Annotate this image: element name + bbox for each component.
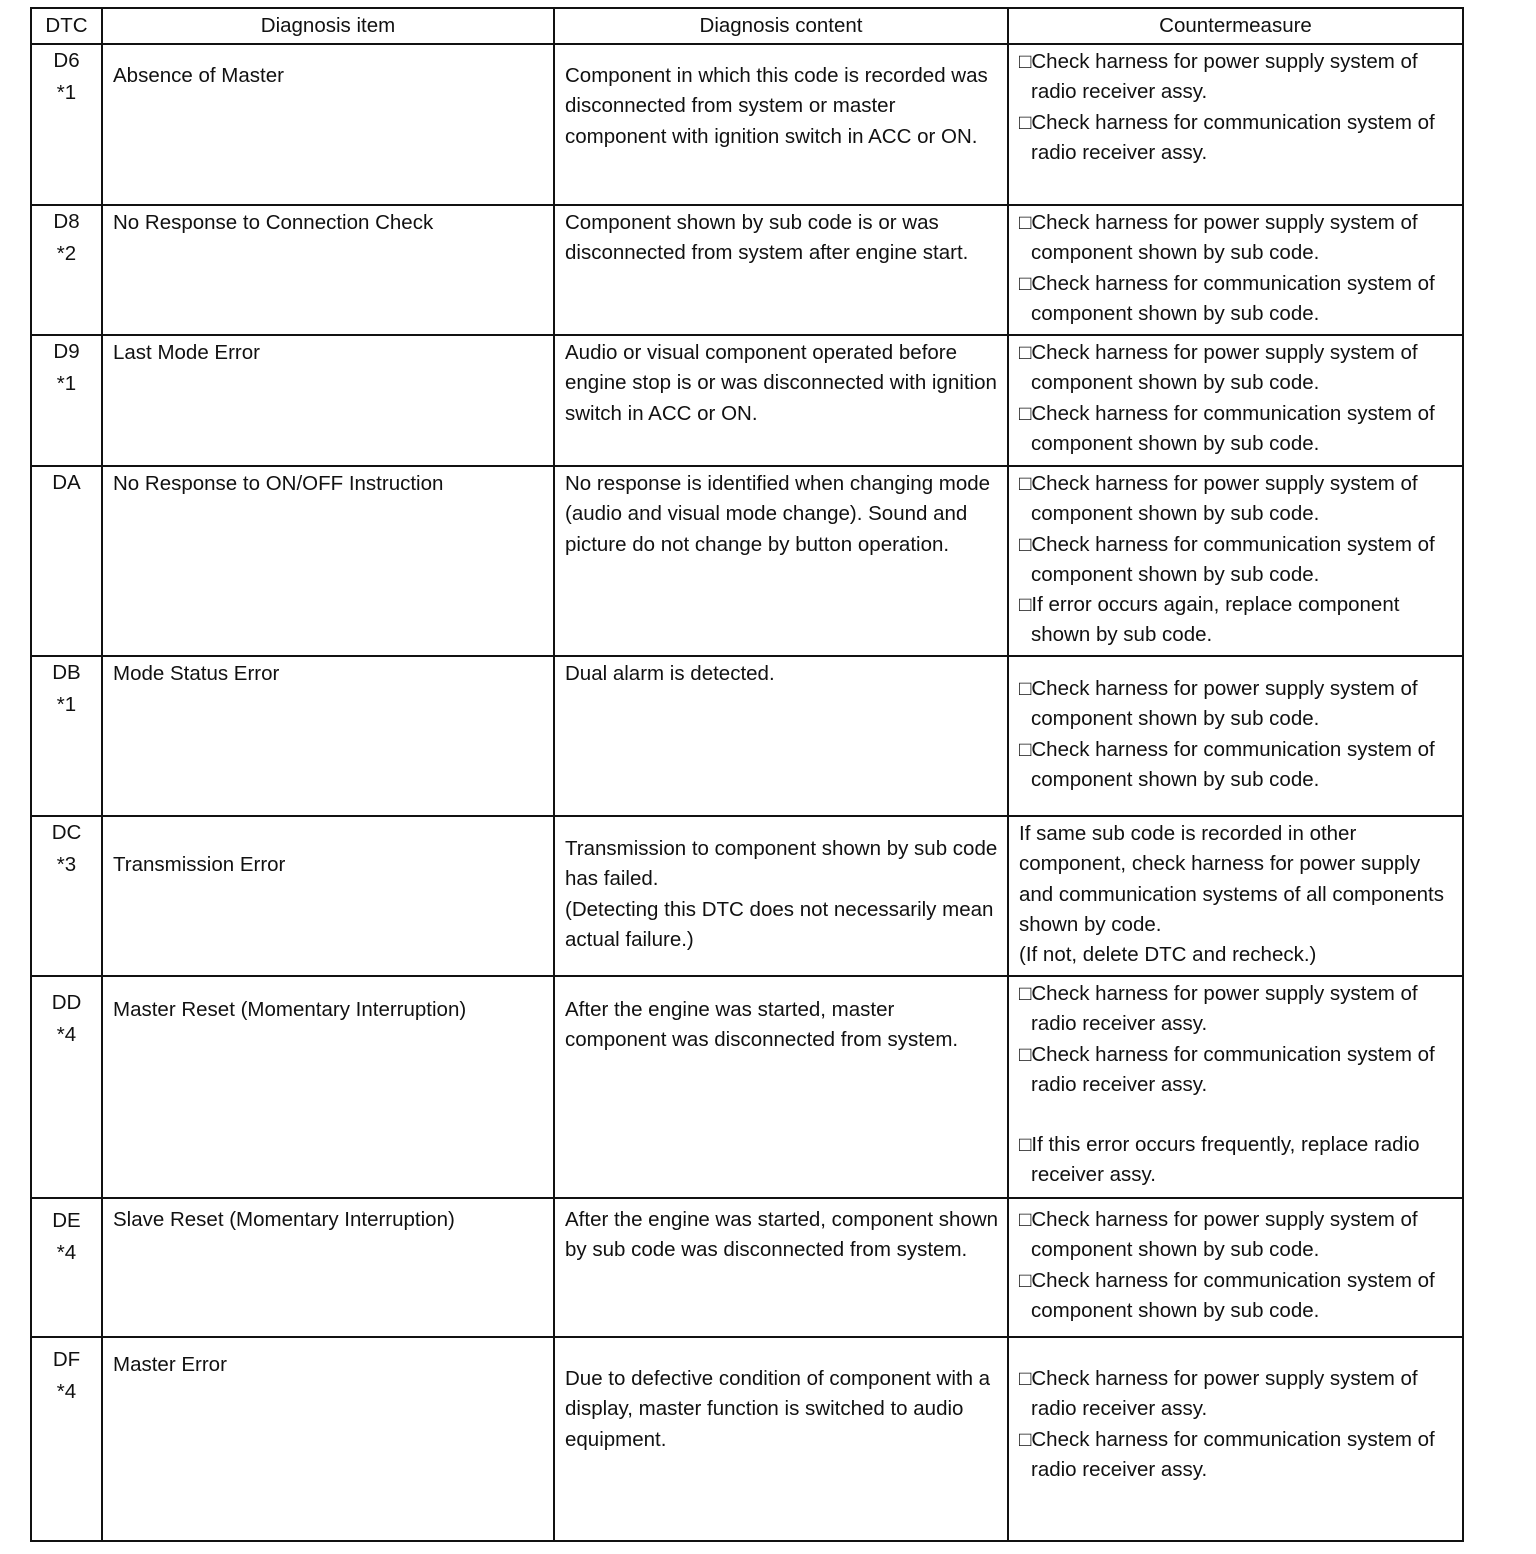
diagnosis-content-note: (Detecting this DTC does not necessarily mean actual failure.) [565, 897, 994, 951]
diagnosis-content-text: Transmission to component shown by sub code has failed. [565, 837, 998, 891]
countermeasure-item: □Check harness for communication system of component shown by sub code. [1019, 532, 1435, 586]
diagnosis-content: Dual alarm is detected. [554, 656, 1008, 816]
countermeasure-item: □Check harness for communication system of radio receiver assy. [1019, 1042, 1435, 1096]
dtc-code: D8 [53, 210, 80, 233]
table-row [31, 1198, 1463, 1337]
countermeasure [1008, 1337, 1463, 1541]
countermeasure-item: □Check harness for communication system of radio receiver assy. [1019, 1427, 1435, 1481]
dtc-code: D6 [53, 49, 80, 72]
dtc-cell [31, 466, 102, 656]
diagnosis-content: Due to defective condition of component with a display, master function is switched to audio equipment. [554, 1337, 1008, 1541]
countermeasure [1008, 205, 1463, 335]
diagnosis-content [554, 816, 1008, 976]
diagnosis-item: Absence of Master [102, 44, 554, 205]
countermeasure [1008, 44, 1463, 205]
countermeasure [1008, 335, 1463, 466]
dtc-cell [31, 976, 102, 1198]
diagnosis-item: Transmission Error [102, 816, 554, 976]
table-row [31, 335, 1463, 466]
diagnosis-item: No Response to Connection Check [102, 205, 554, 335]
header-dtc: DTC [31, 8, 102, 44]
countermeasure-item: □Check harness for power supply system of component shown by sub code. [1019, 472, 1418, 526]
dtc-cell [31, 44, 102, 205]
dtc-note: *3 [56, 853, 77, 876]
diagnosis-content: No response is identified when changing mode (audio and visual mode change). Sound and picture do not change by button operation. [554, 466, 1008, 656]
countermeasure [1008, 816, 1463, 976]
dtc-note: *4 [56, 1241, 77, 1264]
dtc-note: *4 [56, 1023, 77, 1046]
table-row [31, 205, 1463, 335]
countermeasure-item: □Check harness for communication system of component shown by sub code. [1019, 271, 1435, 325]
diagnosis-content: Audio or visual component operated before engine stop is or was disconnected with ignition switch in ACC or ON. [554, 335, 1008, 466]
dtc-code: DA [52, 471, 81, 494]
diagnosis-item: Slave Reset (Momentary Interruption) [102, 1198, 554, 1337]
dtc-cell [31, 816, 102, 976]
countermeasure-note: (If not, delete DTC and recheck.) [1019, 943, 1317, 967]
diagnosis-item: Master Error [102, 1337, 554, 1541]
diagnosis-item: Last Mode Error [102, 335, 554, 466]
countermeasure-item: □If error occurs again, replace component shown by sub code. [1019, 593, 1400, 647]
countermeasure [1008, 976, 1463, 1198]
dtc-code: DC [51, 821, 82, 844]
table-row [31, 816, 1463, 976]
dtc-code: DB [52, 661, 81, 684]
table-row [31, 656, 1463, 816]
countermeasure [1008, 1198, 1463, 1337]
diagnosis-item: No Response to ON/OFF Instruction [102, 466, 554, 656]
header-diagnosis-item: Diagnosis item [102, 8, 554, 44]
diagnosis-content: Component in which this code is recorded was disconnected from system or master component with ignition switch in ACC or ON. [554, 44, 1008, 205]
header-row [31, 8, 1463, 44]
dtc-cell [31, 656, 102, 816]
dtc-note: *1 [56, 81, 77, 104]
dtc-table [30, 7, 1464, 1542]
countermeasure-item: □Check harness for communication system of component shown by sub code. [1019, 1268, 1435, 1322]
countermeasure-item: □Check harness for power supply system of radio receiver assy. [1019, 50, 1418, 104]
header-countermeasure: Countermeasure [1008, 8, 1463, 44]
dtc-code: DD [51, 991, 82, 1014]
countermeasure-item: □Check harness for power supply system of component shown by sub code. [1019, 211, 1418, 265]
countermeasure-item: □Check harness for power supply system of component shown by sub code. [1019, 1208, 1418, 1262]
dtc-note: *4 [56, 1380, 77, 1403]
diagnosis-item: Master Reset (Momentary Interruption) [102, 976, 554, 1198]
countermeasure-item: □If this error occurs frequently, replace radio receiver assy. [1019, 1133, 1420, 1187]
dtc-code: D9 [53, 340, 80, 363]
dtc-cell [31, 1198, 102, 1337]
diagnosis-content: Component shown by sub code is or was disconnected from system after engine start. [554, 205, 1008, 335]
diagnosis-content: After the engine was started, master component was disconnected from system. [554, 976, 1008, 1198]
dtc-code: DF [52, 1348, 81, 1371]
diagnosis-item: Mode Status Error [102, 656, 554, 816]
countermeasure-item: □Check harness for power supply system of component shown by sub code. [1019, 341, 1418, 395]
diagnosis-content: After the engine was started, component shown by sub code was disconnected from system. [554, 1198, 1008, 1337]
dtc-cell [31, 205, 102, 335]
countermeasure-item: □Check harness for power supply system of radio receiver assy. [1019, 982, 1418, 1036]
table-row [31, 976, 1463, 1198]
dtc-cell [31, 1337, 102, 1541]
table-row [31, 466, 1463, 656]
spacer [1019, 1100, 1456, 1130]
countermeasure [1008, 466, 1463, 656]
countermeasure-text: If same sub code is recorded in other component, check harness for power supply and communication systems of all components shown by code. [1019, 822, 1445, 936]
dtc-cell [31, 335, 102, 466]
table-row [31, 44, 1463, 205]
countermeasure [1008, 656, 1463, 816]
countermeasure-item: □Check harness for power supply system of radio receiver assy. [1019, 1367, 1418, 1421]
countermeasure-item: □Check harness for communication system of component shown by sub code. [1019, 737, 1435, 791]
countermeasure-item: □Check harness for communication system of component shown by sub code. [1019, 401, 1435, 455]
dtc-code: DE [52, 1209, 81, 1232]
dtc-note: *1 [56, 372, 77, 395]
table-row [31, 1337, 1463, 1541]
header-diagnosis-content: Diagnosis content [554, 8, 1008, 44]
countermeasure-item: □Check harness for power supply system of component shown by sub code. [1019, 677, 1418, 731]
dtc-note: *1 [56, 693, 77, 716]
dtc-note: *2 [56, 242, 77, 265]
countermeasure-item: □Check harness for communication system of radio receiver assy. [1019, 110, 1435, 164]
